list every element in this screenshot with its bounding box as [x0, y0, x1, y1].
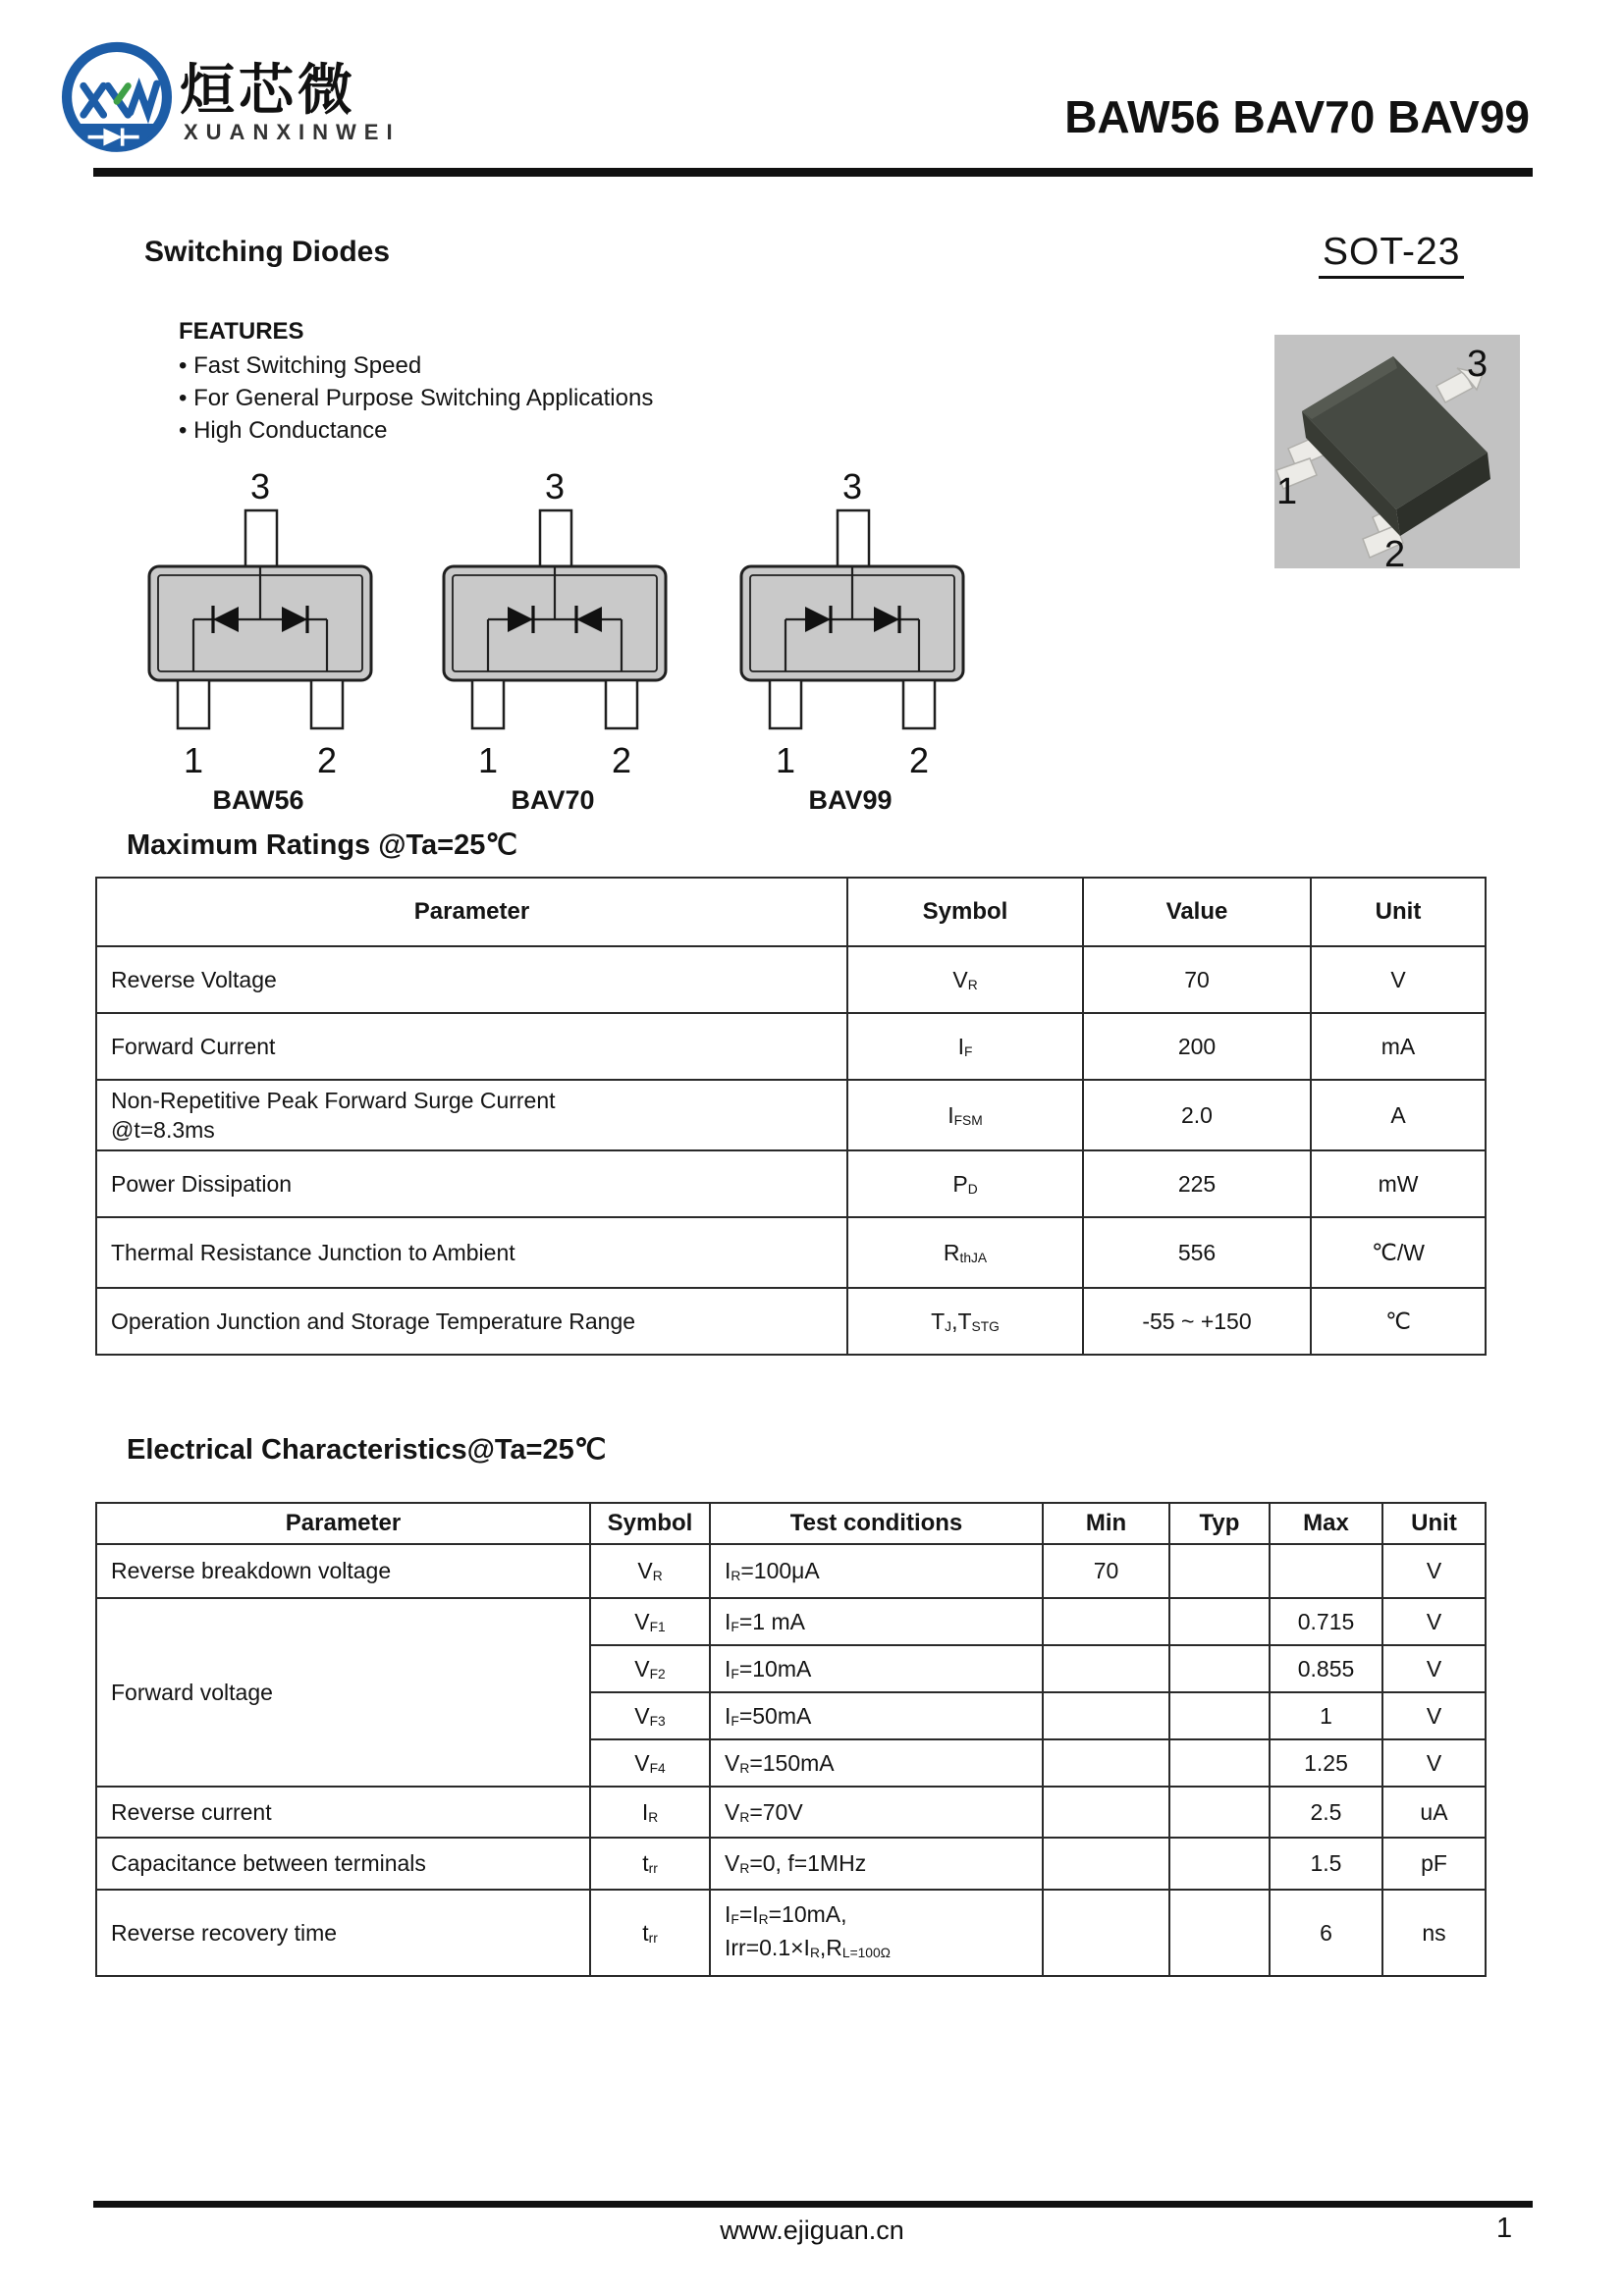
min-cell [1043, 1787, 1169, 1838]
param-cell: Capacitance between terminals [96, 1838, 590, 1890]
pin2-lead [311, 680, 343, 728]
col-parameter: Parameter [96, 878, 847, 946]
photo-pin3-label: 3 [1467, 344, 1489, 385]
min-cell [1043, 1598, 1169, 1645]
col-min: Min [1043, 1503, 1169, 1544]
symbol-cell: $I_R$ [590, 1787, 710, 1838]
features-list [179, 349, 653, 447]
typ-cell [1169, 1787, 1270, 1838]
company-name-chinese: 烜芯微 [180, 59, 356, 121]
table-row [96, 946, 1486, 1013]
footer-rule [93, 2201, 1533, 2208]
cond-cell: $V_R=150mA$ [710, 1739, 1043, 1787]
value-cell: 2.0 [1083, 1080, 1311, 1150]
symbol-cell: $I_F$ [847, 1013, 1083, 1080]
param-cell: Power Dissipation [96, 1150, 847, 1217]
param-cell [96, 1080, 847, 1150]
col-symbol: Symbol [590, 1503, 710, 1544]
min-cell [1043, 1838, 1169, 1890]
pin3-label: 3 [249, 466, 271, 507]
diode-schematic-bav70 [406, 454, 700, 792]
max-cell: 2.5 [1270, 1787, 1382, 1838]
min-cell: 70 [1043, 1544, 1169, 1598]
header-rule [93, 168, 1533, 177]
table-row [96, 1217, 1486, 1288]
max-cell: 0.715 [1270, 1598, 1382, 1645]
cond-cell: $I_F=50mA$ [710, 1692, 1043, 1739]
unit-cell: ℃/W [1311, 1217, 1486, 1288]
unit-cell: uA [1382, 1787, 1486, 1838]
typ-cell [1169, 1692, 1270, 1739]
pin1-lead [472, 680, 504, 728]
min-cell [1043, 1890, 1169, 1976]
feature-item: • Fast Switching Speed [179, 352, 422, 379]
pin3-lead [245, 510, 277, 566]
col-test-conditions: Test conditions [710, 1503, 1043, 1544]
company-logo-icon [59, 39, 175, 157]
symbol-cell: $t_{rr}$ [590, 1890, 710, 1976]
col-typ: Typ [1169, 1503, 1270, 1544]
param-cell: Forward Current [96, 1013, 847, 1080]
symbol-cell: $t_{rr}$ [590, 1838, 710, 1890]
max-cell: 1.5 [1270, 1838, 1382, 1890]
pin3-label: 3 [544, 466, 566, 507]
value-cell: 556 [1083, 1217, 1311, 1288]
symbol-cell: $P_D$ [847, 1150, 1083, 1217]
diode-schematic-baw56 [111, 454, 406, 792]
features-title: FEATURES [179, 318, 304, 345]
company-website: www.ejiguan.cn [720, 2216, 904, 2245]
table-header-row [96, 1503, 1486, 1544]
unit-cell: V [1382, 1598, 1486, 1645]
table-row [96, 1080, 1486, 1150]
cond-cell: $V_R=0$, f=1MHz [710, 1838, 1043, 1890]
table-row [96, 1150, 1486, 1217]
pin1-label: 1 [183, 740, 204, 780]
table-row [96, 1838, 1486, 1890]
cond-line1: $I_F=I_R=10mA$, [725, 1901, 847, 1928]
param-cell: Reverse current [96, 1787, 590, 1838]
value-cell: 225 [1083, 1150, 1311, 1217]
pin2-label: 2 [908, 740, 930, 780]
param-cell-forward-voltage: Forward voltage [96, 1598, 590, 1787]
max-cell [1270, 1544, 1382, 1598]
cond-line2: $Irr=0.1\times I_R,R_{L=100\Omega}$ [725, 1935, 891, 1961]
param-cell: Reverse recovery time [96, 1890, 590, 1976]
value-cell: -55 ~ +150 [1083, 1288, 1311, 1355]
typ-cell [1169, 1890, 1270, 1976]
pin3-lead [540, 510, 571, 566]
typ-cell [1169, 1598, 1270, 1645]
symbol-cell: $T_J,T_{STG}$ [847, 1288, 1083, 1355]
part-name-baw56: BAW56 [212, 785, 304, 815]
package-label: SOT-23 [1319, 231, 1464, 279]
unit-cell: ns [1382, 1890, 1486, 1976]
table-row [96, 1288, 1486, 1355]
electrical-table [95, 1502, 1487, 1977]
symbol-cell: $I_{FSM}$ [847, 1080, 1083, 1150]
electrical-heading: Electrical Characteristics@Ta=25℃ [127, 1434, 607, 1466]
col-unit: Unit [1382, 1503, 1486, 1544]
table-row [96, 1787, 1486, 1838]
photo-pin1-label: 1 [1276, 471, 1298, 512]
unit-cell: mW [1311, 1150, 1486, 1217]
max-ratings-heading: Maximum Ratings @Ta=25℃ [127, 829, 517, 861]
max-cell: 0.855 [1270, 1645, 1382, 1692]
col-value: Value [1083, 878, 1311, 946]
typ-cell [1169, 1739, 1270, 1787]
table-row [96, 1544, 1486, 1598]
cond-cell: $I_R=100\mu A$ [710, 1544, 1043, 1598]
part-numbers-title: BAW56 BAV70 BAV99 [1064, 91, 1530, 142]
typ-cell [1169, 1544, 1270, 1598]
min-cell [1043, 1739, 1169, 1787]
symbol-cell: $V_{F4}$ [590, 1739, 710, 1787]
col-max: Max [1270, 1503, 1382, 1544]
unit-cell: V [1311, 946, 1486, 1013]
param-line1: Non-Repetitive Peak Forward Surge Current [111, 1088, 556, 1113]
pin1-label: 1 [775, 740, 796, 780]
symbol-cell: $V_R$ [590, 1544, 710, 1598]
table-row [96, 1890, 1486, 1976]
min-cell [1043, 1645, 1169, 1692]
unit-cell: V [1382, 1544, 1486, 1598]
table-row [96, 1598, 1486, 1645]
table-header-row [96, 878, 1486, 946]
pin1-lead [770, 680, 801, 728]
max-cell: 6 [1270, 1890, 1382, 1976]
diode-schematic-bav99 [703, 454, 998, 792]
value-cell: 70 [1083, 946, 1311, 1013]
symbol-cell: $V_R$ [847, 946, 1083, 1013]
param-cell: Reverse Voltage [96, 946, 847, 1013]
symbol-cell: $V_{F2}$ [590, 1645, 710, 1692]
param-cell: Thermal Resistance Junction to Ambient [96, 1217, 847, 1288]
pin2-label: 2 [611, 740, 632, 780]
table-row [96, 1013, 1486, 1080]
company-name-english: XUANXINWEI [184, 120, 401, 144]
typ-cell [1169, 1645, 1270, 1692]
col-unit: Unit [1311, 878, 1486, 946]
unit-cell: A [1311, 1080, 1486, 1150]
page-title: Switching Diodes [144, 236, 391, 268]
unit-cell: V [1382, 1739, 1486, 1787]
cond-cell: $I_F=10mA$ [710, 1645, 1043, 1692]
symbol-cell: $V_{F1}$ [590, 1598, 710, 1645]
pin1-label: 1 [477, 740, 499, 780]
col-parameter: Parameter [96, 1503, 590, 1544]
pin2-lead [606, 680, 637, 728]
max-cell: 1 [1270, 1692, 1382, 1739]
page-number: 1 [1496, 2213, 1513, 2244]
part-name-bav99: BAV99 [808, 785, 893, 815]
feature-item: • For General Purpose Switching Applications [179, 385, 654, 411]
max-ratings-table [95, 877, 1487, 1356]
unit-cell: ℃ [1311, 1288, 1486, 1355]
pin3-label: 3 [841, 466, 863, 507]
symbol-cell: $R_{thJA}$ [847, 1217, 1083, 1288]
sot23-package-photo [1274, 335, 1520, 575]
cond-cell: $I_F=1$ mA [710, 1598, 1043, 1645]
unit-cell: mA [1311, 1013, 1486, 1080]
param-line2: @t=8.3ms [111, 1117, 215, 1143]
pin3-lead [838, 510, 869, 566]
symbol-cell: $V_{F3}$ [590, 1692, 710, 1739]
pin1-lead [178, 680, 209, 728]
pin2-lead [903, 680, 935, 728]
unit-cell: pF [1382, 1838, 1486, 1890]
param-cell: Operation Junction and Storage Temperature Range [96, 1288, 847, 1355]
min-cell [1043, 1692, 1169, 1739]
part-name-bav70: BAV70 [511, 785, 595, 815]
pin2-label: 2 [316, 740, 338, 780]
unit-cell: V [1382, 1692, 1486, 1739]
typ-cell [1169, 1838, 1270, 1890]
value-cell: 200 [1083, 1013, 1311, 1080]
max-cell: 1.25 [1270, 1739, 1382, 1787]
cond-cell: $V_R=70V$ [710, 1787, 1043, 1838]
col-symbol: Symbol [847, 878, 1083, 946]
param-cell: Reverse breakdown voltage [96, 1544, 590, 1598]
photo-pin2-label: 2 [1384, 534, 1406, 575]
unit-cell: V [1382, 1645, 1486, 1692]
cond-cell [710, 1890, 1043, 1976]
feature-item: • High Conductance [179, 417, 388, 444]
